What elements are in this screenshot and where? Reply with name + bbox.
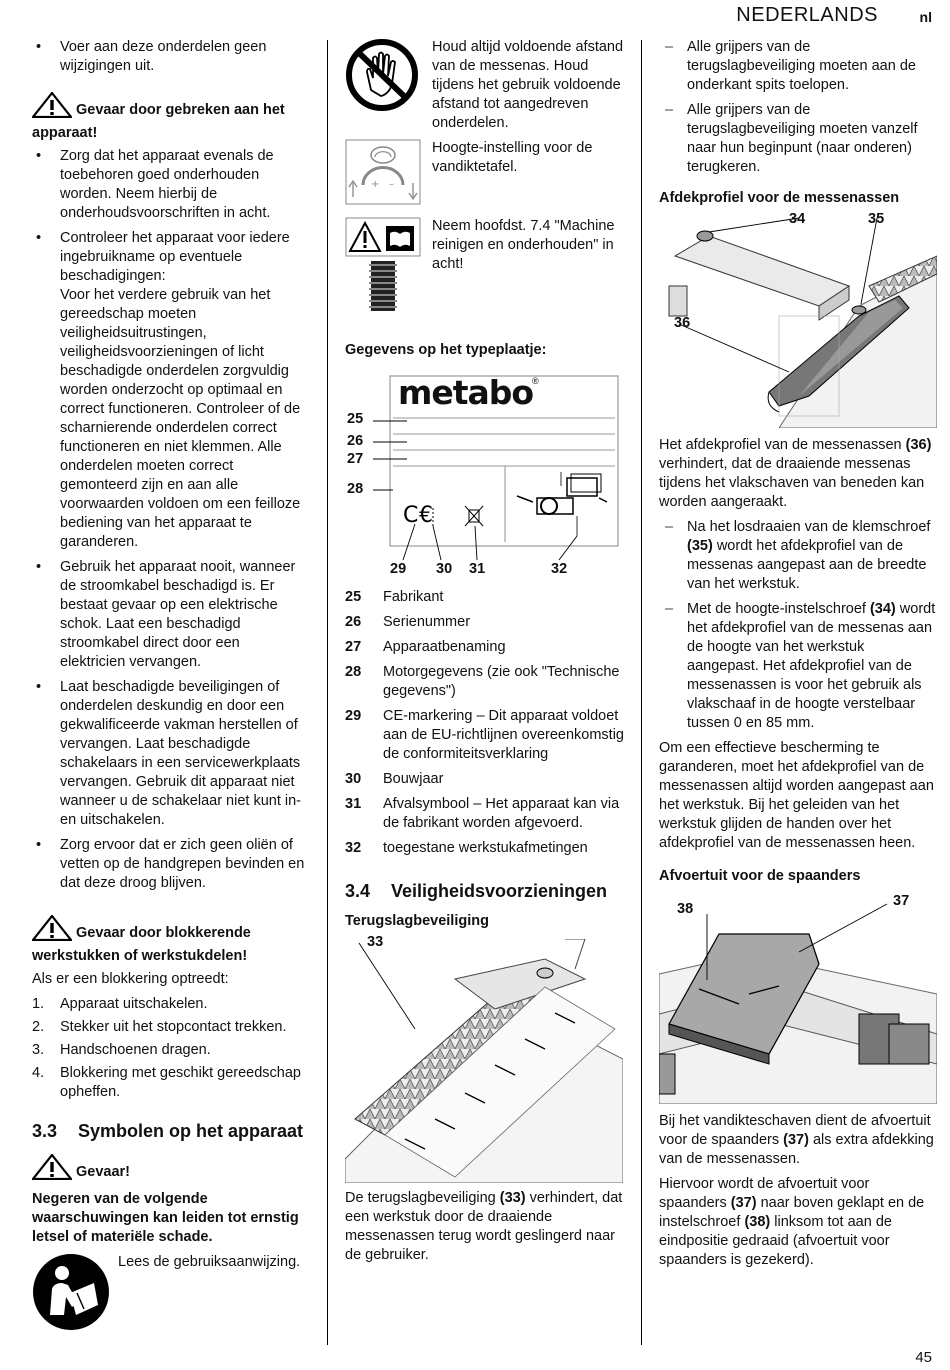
paragraph: Hiervoor wordt de afvoertuit voor spaanders (37) naar boven geklapt en de instelschroef (38) linksom tot aan de eindpositie gedraaid (afvoertuit voor spaanders is gezekerd). [659,1176,925,1268]
list-item: 4. Blokkering met geschikt gereedschap opheffen. [32,1065,301,1100]
list-item: 2. Stekker uit het stopcontact trekken. [32,1019,287,1035]
warning-icon [32,1154,72,1186]
symbol-caption: Neem hoofdst. 7.4 "Machine reinigen en onderhouden" in acht! [432,218,615,272]
list-item: – Alle grijpers van de terugslagbeveiliging moeten aan de onderkant spits toelopen. [659,38,937,95]
paragraph: Het afdekprofiel van de messenassen (36) verhindert, dat de draaiende messenas tijdens het vlakschaven van beneden kan worden aangeraakt. [659,437,932,510]
svg-text:C: C [403,503,419,528]
subheading: Afvoertuit voor de spaanders [659,868,861,884]
warning-heading [32,915,307,966]
plate-callout-number: 31 [469,561,486,577]
legend-row: 30 Bouwjaar [345,771,444,787]
svg-text:–: – [389,179,394,190]
column-divider [641,40,642,1345]
plate-callout-number: 32 [551,561,568,577]
warning-heading [32,92,307,143]
plate-callout-number: 26 [347,433,364,449]
section-heading: 3.4 Veiligheidsvoorzieningen [345,881,608,901]
metabo-logo: metabo [398,373,534,412]
symbol-row [345,217,625,319]
legend-row: 28 Motorgegevens (zie ook "Technische gegevens") [345,664,620,699]
list-item: • Zorg ervoor dat er zich geen oliën of vetten op de handgrepen bevinden en dat deze droog blijven. [32,836,307,893]
list-item: 1. Apparaat uitschakelen. [32,996,208,1012]
legend-row: 26 Serienummer [345,614,471,630]
symbol-row [345,38,625,133]
legend-row: 32 toegestane werkstukafmetingen [345,840,588,856]
symbol-caption: Hoogte-instelling voor de vandiktetafel. [432,140,593,175]
maintenance-icon [345,217,432,319]
warning-heading [32,1154,307,1186]
type-plate-figure [345,374,625,586]
list-item: • Laat beschadigde beveiligingen of onderdelen deskundig en door een gekwalificeerde vakman herstellen of vervangen. Laat beschadigde schakelaars in een servicewerkplaats vervangen. Gebruik dit apparaat niet wanneer u de schakelaar niet kunt in- en uitschakelen. [32,678,307,830]
figure-callout-number: 33 [367,934,384,950]
legend-row: 29 CE-markering – Dit apparaat voldoet aan de EU-richtlijnen overeenkomstig de conformiteitsverklaring [345,708,624,762]
type-plate-legend [345,588,625,858]
symbol-caption: Houd altijd voldoende afstand van de messenas. Houd tijdens het gebruik voldoende afstand tot aangedreven onderdelen. [432,39,624,131]
list-item: – Met de hoogte-instelschroef (34) wordt het afdekprofiel van de messenas aan de hoogte van het werkstuk aangepast. Het afdekprofiel van de messenassen is voor het gebruik als vlakschaaf in de hoogte verstelbaar tussen 0 en 85 mm. [659,600,937,733]
list-item: • Zorg dat het apparaat evenals de toebehoren goed onderhouden worden. Neem hierbij de onderhoudsvoorschriften in acht. [32,147,307,223]
list-item-text: Controleer het apparaat voor iedere ingebruikname op eventuele beschadigingen: [60,230,290,284]
header-language-code: nl [919,9,932,25]
cover-profile-drawing [659,216,937,428]
height-adjust-icon [345,139,432,211]
figure-callout-number: 34 [789,211,806,227]
subheading: Terugslagbeveiliging [345,913,489,929]
column-divider [327,40,328,1345]
column-middle [345,38,625,1271]
cover-profile-figure [659,211,937,428]
list-item: • Gebruik het apparaat nooit, wanneer de stroomkabel beschadigd is. Er bestaat gevaar op een elektrische schok. Laat een beschadigd stroomkabel direct door een elektricien vervangen. [32,558,307,672]
header-language: NEDERLANDS [736,4,878,26]
list-item: 3. Handschoenen dragen. [32,1042,211,1058]
plate-callout-number: 28 [347,481,364,497]
warning-text: Gevaar door blokkerende werkstukken of werkstukdelen! [32,925,251,964]
svg-text:€: € [419,503,433,528]
paragraph: Om een effectieve bescherming te garanderen, moet het afdekprofiel van de messenassen altijd worden aangepast aan het werkstuk. Bij het geleiden van het werkstuk glijden de handen over het afdekprofiel van de messenassen heen. [659,740,934,851]
subheading: Afdekprofiel voor de messenassen [659,190,900,206]
figure-callout-number: 37 [893,893,910,909]
warning-description: Negeren van de volgende waarschuwingen kan leiden tot ernstig letsel of materiële schade. [32,1191,299,1245]
kickback-guard-figure [345,934,625,1183]
list-item [32,229,307,552]
warning-text: Gevaar door gebreken aan het apparaat! [32,102,285,141]
kickback-guard-drawing [345,939,623,1183]
chip-chute-drawing [659,894,937,1104]
warning-icon [32,92,72,124]
hand-prohibition-icon [345,38,432,133]
chip-chute-figure [659,894,937,1104]
legend-row: 25 Fabrikant [345,589,444,605]
figure-callout-number: 35 [868,211,885,227]
symbol-row [345,139,625,211]
plate-callout-number: 29 [390,561,407,577]
plate-callout-number: 30 [436,561,453,577]
legend-row: 27 Apparaatbenaming [345,639,506,655]
read-manual-icon [32,1253,116,1337]
list-item: • Voer aan deze onderdelen geen wijzigingen uit. [32,38,307,76]
plate-callout-number: 25 [347,411,364,427]
column-right [659,38,937,1276]
section-heading: 3.3 Symbolen op het apparaat [32,1121,304,1141]
list-item: – Alle grijpers van de terugslagbeveiliging moeten vanzelf naar hun beginpunt (naar onderen) terugkeren. [659,101,937,177]
list-item-text: Voor het verdere gebruik van het gereedschap moeten veiligheidsuitrustingen, veiligheidsvoorzieningen of licht beschadigde onderdelen zorgvuldig worden onderzocht op optimaal en correct functioneren. Controleer of de scharnierende onderdelen correct functioneren en niet klemmen. Alle onderdelen moeten correct gemonteerd zijn en aan alle voorwaarden voldoen om een feilloze bediening van het apparaat te garanderen. [60,287,301,550]
warning-icon [32,915,72,947]
figure-callout-number: 36 [674,315,691,331]
plate-callout-number: 27 [347,451,364,467]
paragraph: De terugslagbeveiliging (33) verhindert, dat een werkstuk door de draaiende messenassen terug wordt geslingerd naar de gebruiker. [345,1190,623,1263]
page-number: 45 [915,1349,932,1366]
paragraph: Bij het vandikteschaven dient de afvoertuit voor de spaanders (37) als extra afdekking van de messenassen. [659,1113,934,1167]
list-item: – Na het losdraaien van de klemschroef (35) wordt het afdekprofiel van de messenas aangepast aan de breedte van het werkstuk. [659,518,937,594]
registered-mark: ® [532,376,539,386]
warning-text: Gevaar! [76,1164,131,1180]
subheading: Gegevens op het typeplaatje: [345,342,547,358]
legend-row: 31 Afvalsymbool – Het apparaat kan via de fabrikant worden afgevoerd. [345,796,620,831]
svg-text:+: + [371,179,380,190]
paragraph: Als er een blokkering optreedt: [32,971,229,987]
symbol-caption: Lees de gebruiksaanwijzing. [118,1254,301,1270]
column-left [32,38,307,1337]
figure-callout-number: 38 [677,901,694,917]
symbol-row [32,1253,307,1337]
